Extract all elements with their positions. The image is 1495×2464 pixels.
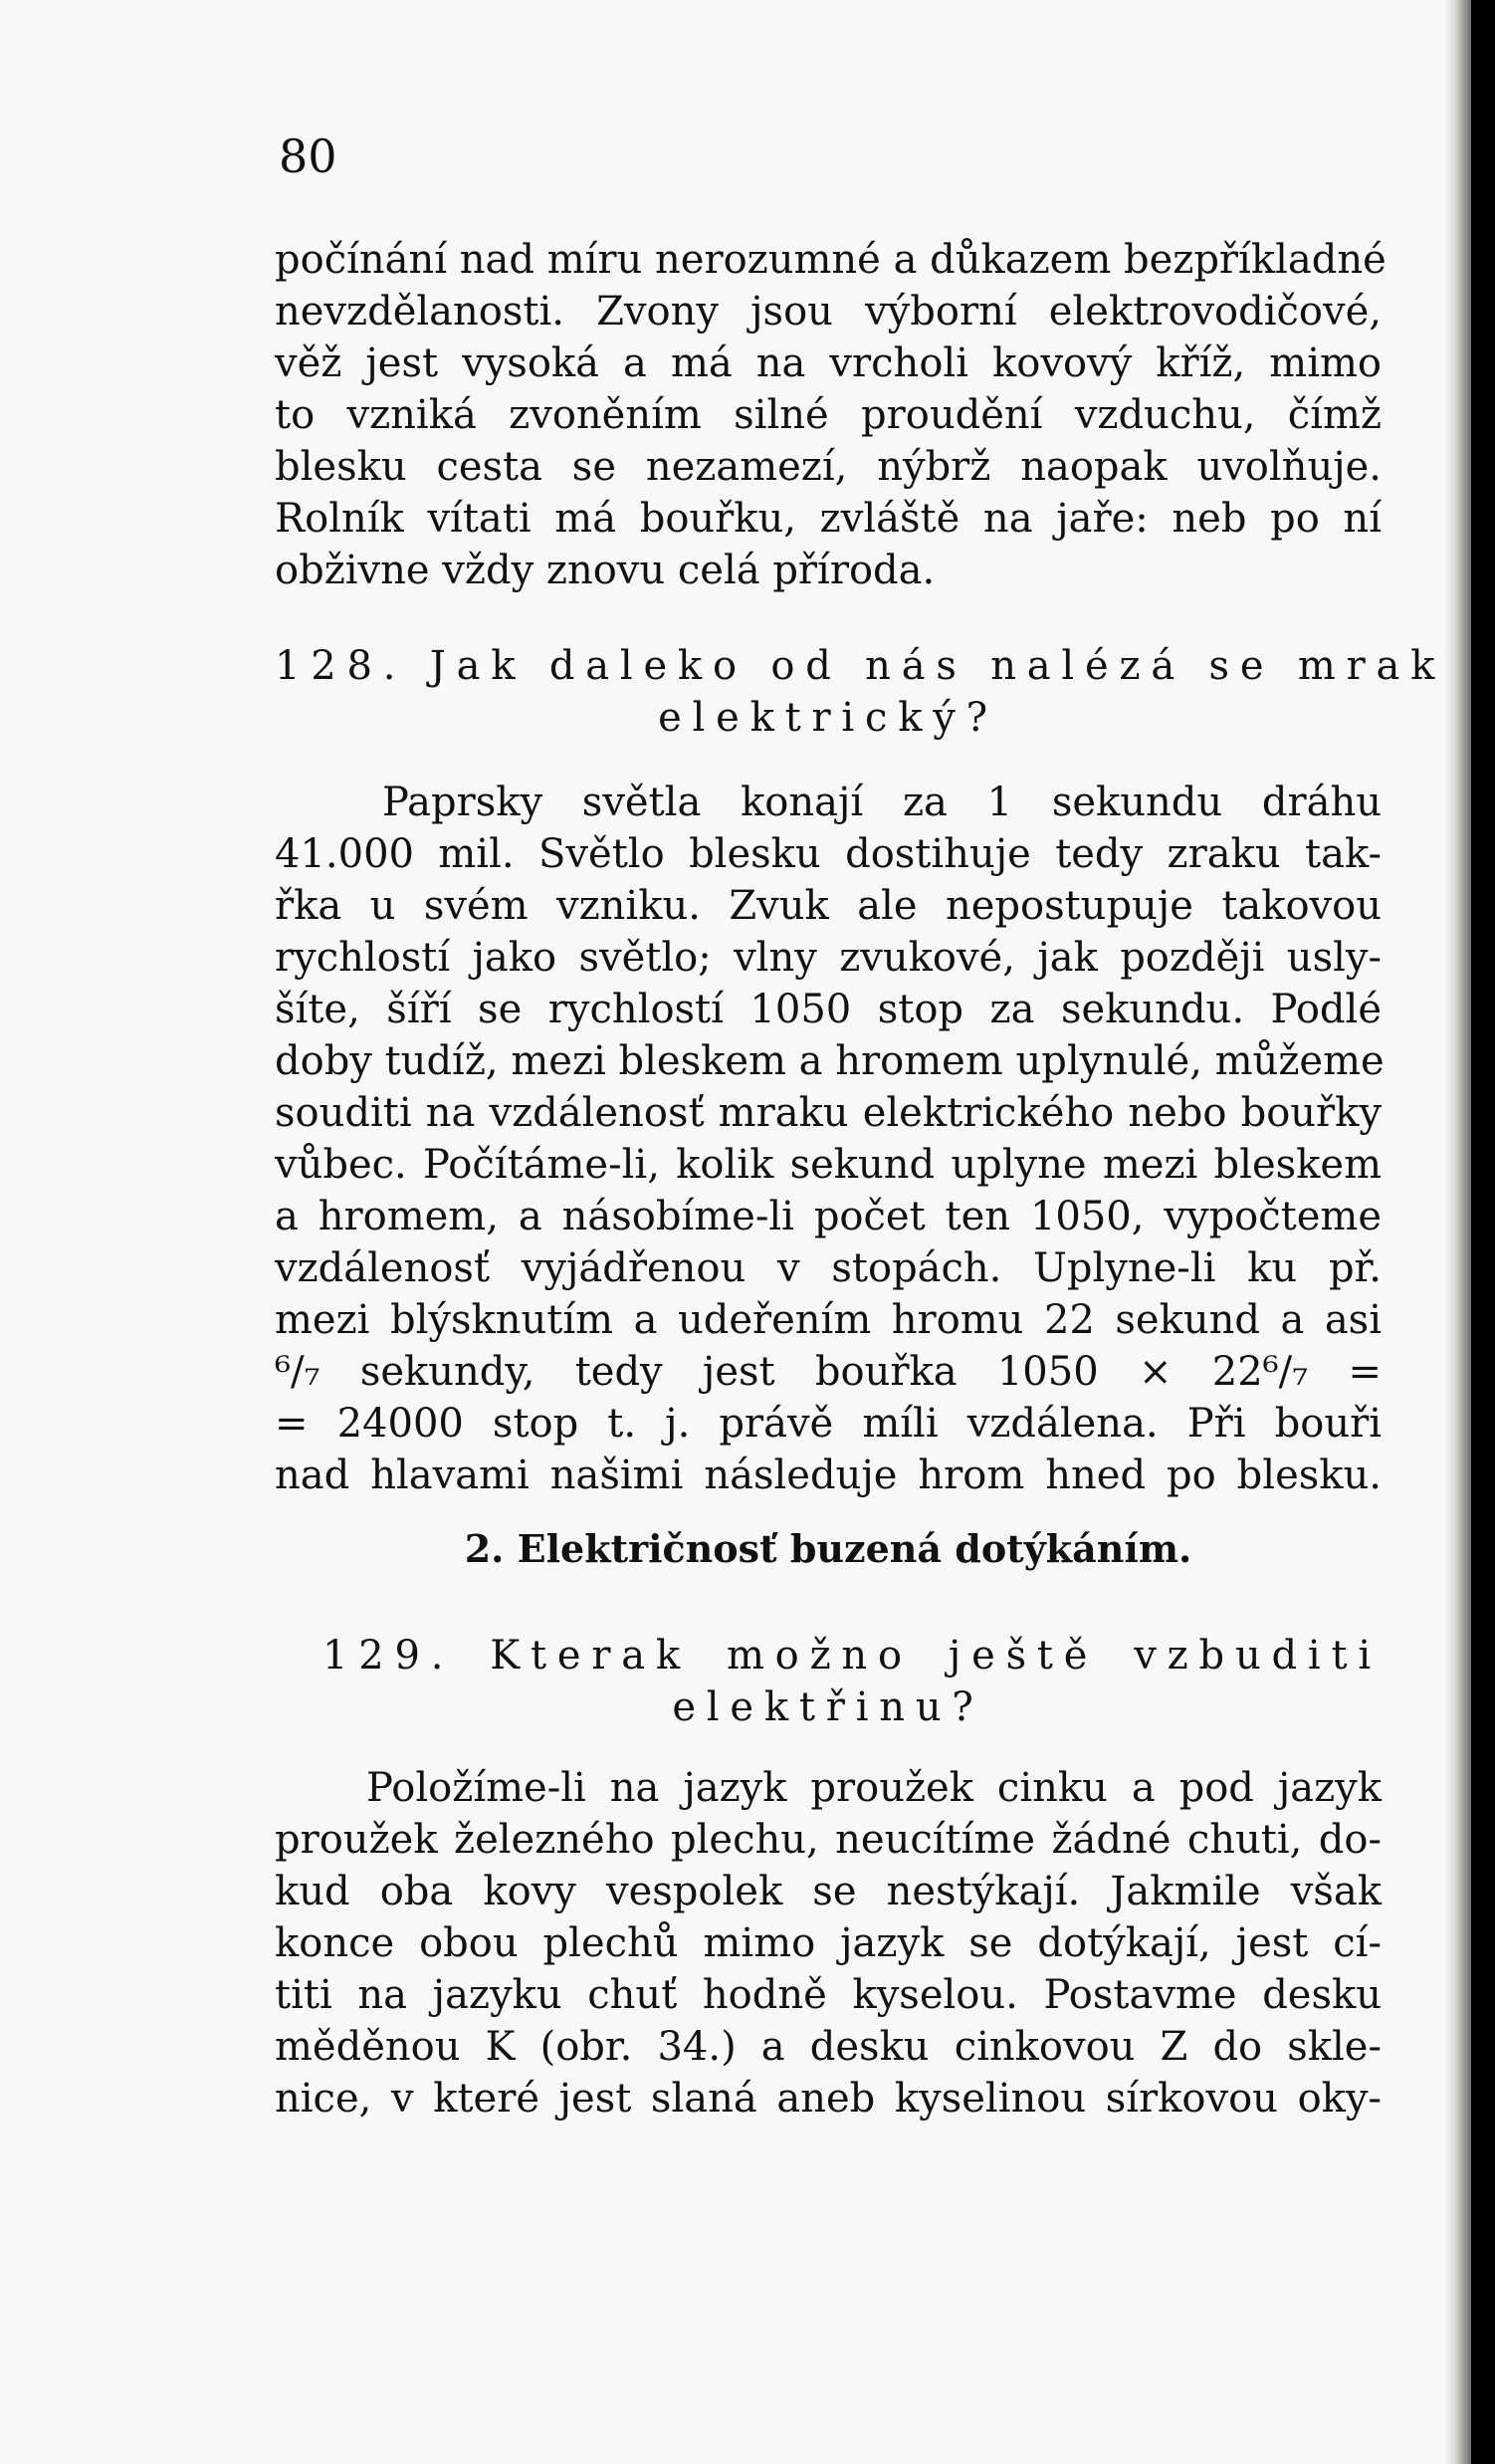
text-line: nad hlavami našimi následuje hrom hned po blesku.	[275, 1453, 1382, 1498]
page-number: 80	[279, 129, 337, 183]
text-line: věž jest vysoká a má na vrcholi kovový kříž, mimo	[275, 340, 1382, 386]
text-line: konce obou plechů mimo jazyk se dotýkají, jest cí-	[275, 1920, 1382, 1966]
question-heading-line: elektřinu?	[672, 1684, 984, 1730]
question-128-body	[275, 777, 1385, 1501]
question-heading-line: 128. Jak daleko od nás nalézá se mrak	[275, 643, 1446, 689]
text-line: šíte, šíří se rychlostí 1050 stop za sekundu. Podlé	[275, 987, 1382, 1032]
text-line: vůbec. Počítáme-li, kolik sekund uplyne mezi bleskem	[275, 1142, 1382, 1188]
text-line: = 24000 stop t. j. právě míli vzdálena. Při bouři	[275, 1401, 1382, 1447]
text-line: proužek železného plechu, neucítíme žádné chuti, do-	[275, 1817, 1382, 1863]
text-line: ⁶/₇ sekundy, tedy jest bouřka 1050 × 22⁶/₇ =	[275, 1349, 1382, 1395]
text-line: řka u svém vzniku. Zvuk ale nepostupuje takovou	[275, 883, 1382, 929]
text-line: to vzniká zvoněním silné proudění vzduchu, čímž	[275, 392, 1382, 438]
text-line: titi na jazyku chuť hodně kyselou. Postavme desku	[275, 1972, 1382, 2018]
question-129-body	[275, 1762, 1382, 2125]
question-heading-line: 129. Kterak možno ještě vzbuditi	[322, 1633, 1382, 1679]
text-line: nevzdělanosti. Zvony jsou výborní elektrovodičové,	[275, 289, 1382, 335]
text-line: Paprsky světla konají za 1 sekundu dráhu	[382, 780, 1382, 825]
text-line: souditi na vzdálenosť mraku elektrického nebo bouřky	[275, 1090, 1382, 1136]
section-title: 2. Električnosť buzená dotýkáním.	[464, 1526, 1192, 1571]
text-line: nice, v které jest slaná aneb kyselinou sírkovou oky-	[275, 2076, 1382, 2122]
question-128-heading	[275, 640, 1446, 744]
page-edge-shadow	[1445, 0, 1471, 2464]
text-line: doby tudíž, mezi bleskem a hromem uplynulé, můžeme	[275, 1038, 1385, 1084]
text-line: a hromem, a násobíme-li počet ten 1050, vypočteme	[275, 1194, 1382, 1239]
text-line: Položíme-li na jazyk proužek cinku a pod jazyk	[366, 1765, 1382, 1811]
text-line: mezi blýsknutím a udeřením hromu 22 sekund a asi	[275, 1297, 1382, 1343]
question-129-heading	[275, 1630, 1382, 1733]
text-line: 41.000 mil. Světlo blesku dostihuje tedy zraku tak-	[275, 831, 1382, 877]
question-heading-line: elektrický?	[658, 695, 998, 741]
text-line: počínání nad míru nerozumné a důkazem bezpříkladné	[275, 237, 1387, 283]
text-line: blesku cesta se nezamezí, nýbrž naopak uvolňuje.	[275, 444, 1382, 490]
text-line: Rolník vítati má bouřku, zvláště na jaře: neb po ní	[275, 496, 1382, 542]
text-line: rychlostí jako světlo; vlny zvukové, jak později usly-	[275, 935, 1382, 981]
text-line: kud oba kovy vespolek se nestýkají. Jakmile však	[275, 1869, 1382, 1914]
text-line: vzdálenosť vyjádřenou v stopách. Uplyne-li ku př.	[275, 1245, 1382, 1291]
text-line: měděnou K (obr. 34.) a desku cinkovou Z do skle-	[275, 2024, 1382, 2070]
intro-paragraph	[275, 234, 1387, 596]
text-line: obživne vždy znovu celá příroda.	[275, 548, 936, 593]
